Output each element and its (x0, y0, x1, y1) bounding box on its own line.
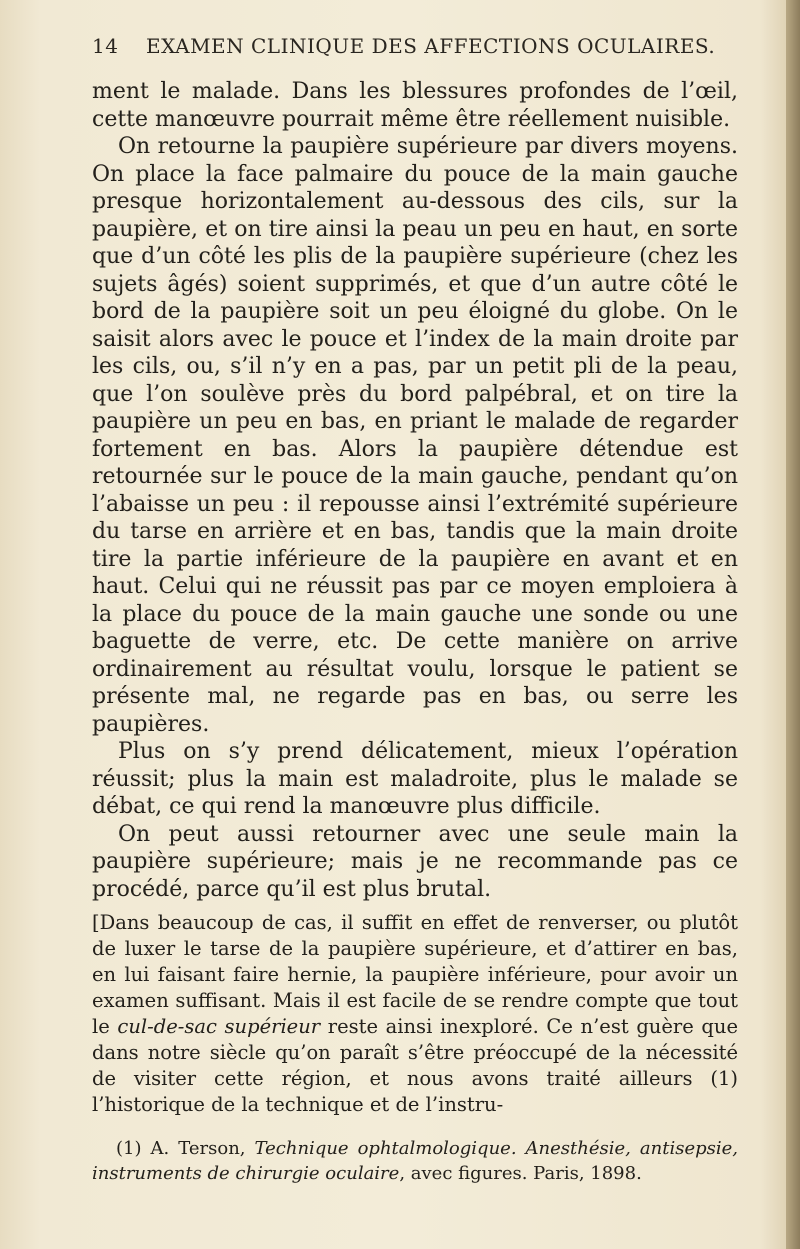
page-edge (786, 0, 800, 1249)
paragraph-3: Plus on s’y prend délicatement, mieux l’opération réussit; plus la main est maladroite, plus le malade se débat, ce qui rend la manœuvre plus difficile. (92, 739, 738, 819)
main-text (92, 78, 738, 903)
page-number: 14 (92, 34, 119, 58)
footnote-paragraph (92, 1136, 738, 1186)
note-text-after: reste ainsi inexploré. Ce n’est guère que dans notre siècle qu’on paraît s’être préoccupé de la nécessité de visiter cette région, et nous avons traité ailleurs (1) l’historique de la technique et de l’instru- (92, 1015, 738, 1116)
paragraph-4: On peut aussi retourner avec une seule main la paupière supérieure; mais je ne recommande pas ce procédé, parce qu’il est plus brutal. (92, 821, 738, 902)
note-italic-term: cul-de-sac supérieur (117, 1015, 321, 1038)
note-text-before: [Dans beaucoup de cas, il suffit en effet de renverser, ou plutôt de luxer le tarse de la paupière supérieure, et d’attirer en bas, en lui faisant faire hernie, la paupière inférieure, pour avoir un examen suffisant. Mais il est facile de se rendre compte que tout le (92, 911, 738, 1038)
footnote-lead: (1) A. Terson, (116, 1138, 255, 1159)
paragraph-2: On retourne la paupière supérieure par divers moyens. On place la face palmaire du pouce de la main gauche presque horizontalement au-dessous des cils, sur la paupière, et on tire ainsi la peau un peu en haut, en sorte que d’un côté les plis de la paupière supérieure (chez les sujets âgés) soient supprimés, et que d’un autre côté le bord de la paupière soit un peu éloigné du globe. On le saisit alors avec le pouce et l’index de la main droite par les cils, ou, s’il n’y en a pas, par un petit pli de la peau, que l’on soulève près du bord palpébral, et on tire la paupière un peu en bas, en priant le malade de regarder fortement en bas. Alors la paupière détendue est retournée sur le pouce de la main gauche, pendant qu’on l’abaisse un peu : il repousse ainsi l’extrémité supérieure du tarse en arrière et en bas, tandis que la main droite tire la partie inférieure de la paupière en avant et en haut. Celui qui ne réussit pas par ce moyen emploiera à la place du pouce de la main gauche une sonde ou une baguette de verre, etc. De cette manière on arrive ordinairement au résultat voulu, lorsque le patient se présente mal, ne regarde pas en bas, ou serre les paupières. (92, 134, 738, 737)
editor-note (92, 910, 738, 1118)
running-title: EXAMEN CLINIQUE DES AFFECTIONS OCULAIRES. (146, 34, 716, 58)
footnote-title: Technique ophtalmologique. Anesthésie, antisepsie, instruments de chirurgie oculaire (92, 1138, 738, 1184)
note-paragraph (92, 910, 738, 1118)
paragraph-1: ment le malade. Dans les blessures profondes de l’œil, cette manœuvre pourrait même être réellement nuisible. (92, 79, 738, 132)
footnote (92, 1136, 738, 1186)
footnote-tail: , avec figures. Paris, 1898. (399, 1163, 642, 1184)
